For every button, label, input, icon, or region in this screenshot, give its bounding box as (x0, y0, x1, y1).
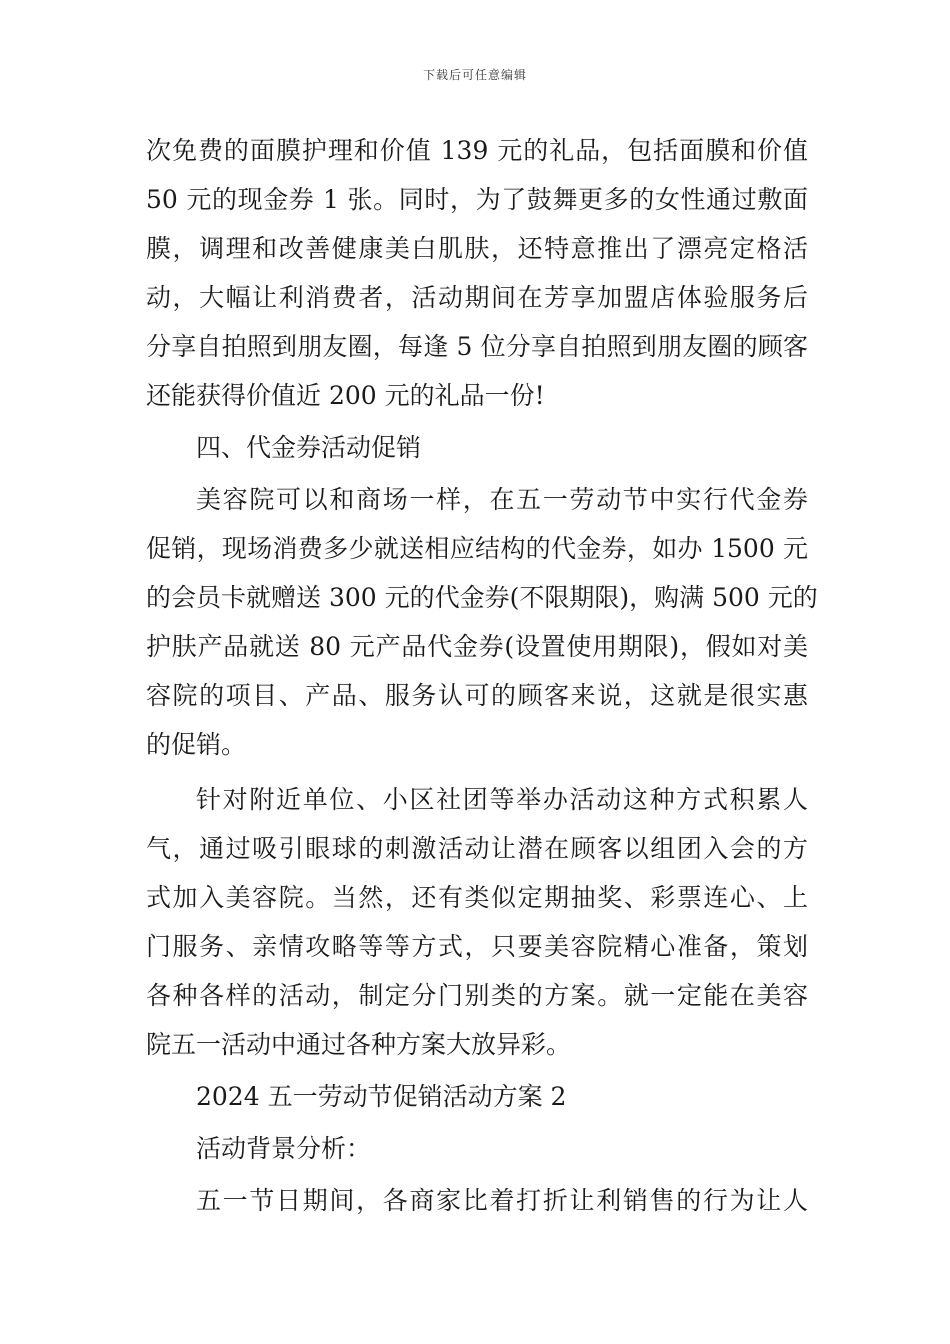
text-line: 式加入美容院。当然，还有类似定期抽奖、彩票连心、上 (146, 883, 808, 912)
text-line: 促销，现场消费多少就送相应结构的代金券，如办 1500 元 (146, 534, 808, 563)
document-body (146, 126, 818, 1225)
text-line: 还能获得价值近 200 元的礼品一份! (146, 381, 545, 410)
text-line: 动，大幅让利消费者，活动期间在芳享加盟店体验服务后 (146, 283, 808, 312)
page-header-note: 下载后可任意编辑 (422, 68, 527, 82)
paragraph-holiday-background (146, 1176, 808, 1225)
text-line: 针对附近单位、小区社团等举办活动这种方式积累人 (196, 785, 808, 814)
section-heading-background: 活动背景分析： (196, 1134, 372, 1163)
text-line: 护肤产品就送 80 元产品代金券(设置使用期限)，假如对美 (146, 632, 808, 661)
text-line: 各种各样的活动，制定分门别类的方案。就一定能在美容 (146, 981, 808, 1010)
paragraph-community-events (146, 775, 808, 1069)
text-line: 容院的项目、产品、服务认可的顾客来说，这就是很实惠 (146, 681, 808, 710)
section-heading-voucher-promotion: 四、代金券活动促销 (196, 433, 422, 462)
plan-title-2: 2024 五一劳动节促销活动方案 2 (196, 1082, 567, 1111)
text-line: 气，通过吸引眼球的刺激活动让潜在顾客以组团入会的方 (146, 834, 808, 863)
text-line: 门服务、亲情攻略等等方式，只要美容院精心准备，策划 (146, 932, 808, 961)
text-line: 分享自拍照到朋友圈，每逢 5 位分享自拍照到朋友圈的顾客 (146, 332, 808, 361)
paragraph-voucher-details (146, 475, 818, 769)
text-line: 五一节日期间，各商家比着打折让利销售的行为让人 (196, 1186, 808, 1215)
text-line: 50 元的现金券 1 张。同时，为了鼓舞更多的女性通过敷面 (146, 185, 808, 214)
text-line: 的会员卡就赠送 300 元的代金券(不限期限)，购满 500 元的 (146, 583, 818, 612)
text-line: 的促销。 (146, 730, 247, 759)
text-line: 膜，调理和改善健康美白肌肤，还特意推出了漂亮定格活 (146, 234, 808, 263)
paragraph-free-mask-offer (146, 126, 808, 420)
text-line: 院五一活动中通过各种方案大放异彩。 (146, 1030, 572, 1059)
text-line: 次免费的面膜护理和价值 139 元的礼品，包括面膜和价值 (146, 136, 808, 165)
text-line: 美容院可以和商场一样，在五一劳动节中实行代金券 (196, 485, 808, 514)
